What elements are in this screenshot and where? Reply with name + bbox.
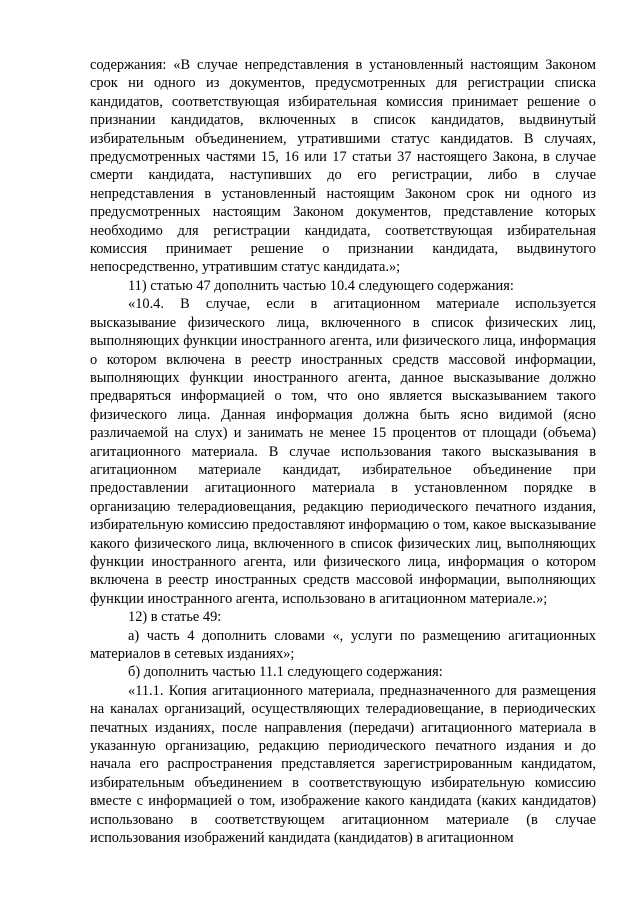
- paragraph-subitem-a: а) часть 4 дополнить словами «, услуги по размещению агитационных материалов в сетевых изданиях»;: [90, 627, 596, 662]
- paragraph-continuation: содержания: «В случае непредставления в установленный настоящим Законом срок ни одного из документов, предусмотренных для регистрации списка кандидатов, соответствующая избирательная комиссия принимает решение о признании кандидатов, включенных в список кандидатов, выдвинутый избирательным объединением, утратившими статус кандидатов. В случаях, предусмотренных частями 15, 16 или 17 статьи 37 настоящего Закона, в случае смерти кандидата, наступивших до его регистрации, либо в случае непредставления в установленный настоящим Законом срок ни одного из предусмотренных настоящим Законом документов, представление которых необходимо для регистрации кандидата, соответствующая избирательная комиссия принимает решение о признании кандидата, выдвинутого непосредственно, утратившим статус кандидата.»;: [90, 57, 596, 276]
- paragraph-item-12: 12) в статье 49:: [128, 609, 222, 626]
- paragraph-item-11: 11) статью 47 дополнить частью 10.4 следующего содержания:: [128, 277, 514, 294]
- paragraph-part-10-4: «10.4. В случае, если в агитационном материале используется высказывание физического лица, включенного в список физических лиц, выполняющих функции иностранного агента, или физического лица, информация о котором включена в реестр иностранных средств массовой информации, выполняющих функции иностранного агента, данное высказывание должно предваряться информацией о том, что оно является высказыванием такого физического лица. Данная информация должна быть ясно видимой (ясно различаемой на слух) и занимать не менее 15 процентов от площади (объема) агитационного материала. В случае использования такого высказывания в агитационном материале кандидат, избирательное объединение при предоставлении агитационного материала в установленном порядке в организацию телерадиовещания, редакцию периодического печатного издания, избирательную комиссию предоставляют информацию о том, какое высказывание какого физического лица, включенного в список физических лиц, выполняющих функции иностранного агента, или физического лица, информация о котором включена в реестр иностранных средств массовой информации, выполняющих функции иностранного агента, использовано в агитационном материале.»;: [90, 296, 596, 607]
- paragraph-part-11-1: «11.1. Копия агитационного материала, предназначенного для размещения на каналах организаций, осуществляющих телерадиовещание, в периодических печатных изданиях, после направления (передачи) агитационного материала в указанную организацию, редакцию периодического печатного издания и до начала его распространения представляется зарегистрированным кандидатом, избирательным объединением в соответствующую избирательную комиссию вместе с информацией о том, изображение какого кандидата (каких кандидатов) использовано в соответствующем агитационном материале (в случае использования изображений кандидата (кандидатов) в агитационном: [90, 682, 596, 847]
- document-page: [90, 56, 596, 847]
- paragraph-subitem-b: б) дополнить частью 11.1 следующего содержания:: [128, 664, 443, 681]
